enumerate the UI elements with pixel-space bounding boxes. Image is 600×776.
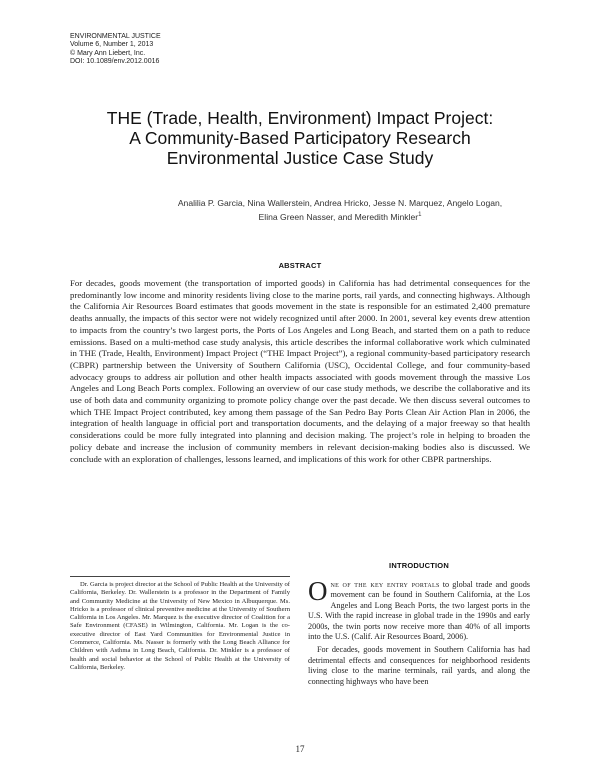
abstract-heading: ABSTRACT: [278, 261, 322, 270]
journal-copyright: © Mary Ann Liebert, Inc.: [70, 49, 146, 57]
introduction-heading: INTRODUCTION: [389, 561, 449, 570]
article-title: [60, 108, 540, 168]
intro-paragraph-2: For decades, goods movement in Southern California has had detrimental effects and consequences for neighborhood residents living close to the marine terminals, rail yards, and along the connecting highways who have been: [308, 645, 530, 686]
intro-paragraph-1: [308, 576, 530, 642]
author-footnote-mark: 1: [418, 211, 422, 218]
title-line-2: A Community-Based Participatory Research: [129, 128, 471, 148]
drop-cap: O: [308, 576, 328, 606]
author-affiliations-footnote: Dr. Garcia is project director at the School of Public Health at the University of California, Berkeley. Dr. Wallerstein is a professor in the Department of Family and Community Medicine at the University of New Mexico in Albuquerque. Ms. Hricko is a professor of clinical preventive medicine at the University of Southern California in Los Angeles. Mr. Marquez is the executive director of Coalition for a Safe Environment (CFASE) in Wilmington, California. Mr. Logan is the co-executive director of East Yard Communities for Environmental Justice in Commerce, California. Ms. Nasser is formerly with the Long Beach Alliance for Children with Asthma in Long Beach, California. Dr. Minkler is a professor of health and social behavior at the School of Public Health at the University of California, Berkeley.: [70, 581, 290, 671]
title-line-3: Environmental Justice Case Study: [166, 148, 434, 168]
journal-doi: DOI: 10.1089/env.2012.0016: [70, 58, 160, 66]
intro-paragraph-1-text: to global trade and goods movement can be found in Southern California, at the Los Angeles and Long Beach Ports, the two largest ports in the U.S. With the rapid increase in global trade in the 1990s and early 2000s, the twin ports now receive more than 40% of all imports into the U.S. (Calif. Air Resources Board, 2006).: [308, 580, 530, 642]
page-number: 17: [295, 744, 305, 754]
journal-volume: Volume 6, Number 1, 2013: [70, 41, 154, 49]
abstract-text: For decades, goods movement (the transportation of imported goods) in California has had detrimental consequences for the predominantly low income and minority residents living close to the marine ports, rail yards, and connecting highways. Although the California Air Resources Board estimates that goods movement in the state is responsible for an estimated 2,400 premature deaths annually, the impacts of this sector were not widely recognized until after 2000. In 2001, several key events drew attention to impacts from the country’s two largest ports, the Ports of Los Angeles and Long Beach, and started them on a path to reduce emissions. Based on a multi-method case study analysis, this article describes the informal collaborative work which culminated in THE (Trade, Health, Environment) Impact Project (“THE Impact Project”), a regional community-based participatory research (CBPR) partnership between the University of Southern California (USC), Occidental College, and four community-based advocacy groups to address air pollution and other health impacts associated with goods movement through the massive Los Angeles and Long Beach Ports complex. Following an overview of our case study methods, we describe the collaborative and its use of both data and community organizing to promote policy change over the past decade. We then discuss several outcomes to which THE Impact Project contributed, key among them passage of the San Pedro Bay Ports Clean Air Action Plan in 2006, the integration of health language in official port and transportation documents, and the delaying of a major freeway so that health considerations could be more fully integrated into planning and decision making. The project’s role in helping to broaden the policy debate and increase the inclusion of community members in relevant decision-making bodies also is discussed. We conclude with an exploration of challenges, lessons learned, and implications of this work for other CBPR partnerships.: [70, 278, 530, 464]
introduction-body: [308, 576, 530, 690]
authors-line-2: [170, 210, 510, 223]
intro-lead-smallcaps: ne of the key entry portals: [330, 580, 440, 589]
journal-info: [70, 33, 270, 67]
authors-line-2-text: Elina Green Nasser, and Meredith Minkler: [258, 211, 419, 222]
journal-name: ENVIRONMENTAL JUSTICE: [70, 33, 161, 40]
title-line-1: THE (Trade, Health, Environment) Impact Project:: [106, 108, 494, 128]
author-list: [170, 198, 510, 223]
footnote-divider: [70, 576, 290, 577]
authors-line-1: Analilia P. Garcia, Nina Wallerstein, Andrea Hricko, Jesse N. Marquez, Angelo Logan,: [177, 198, 503, 208]
